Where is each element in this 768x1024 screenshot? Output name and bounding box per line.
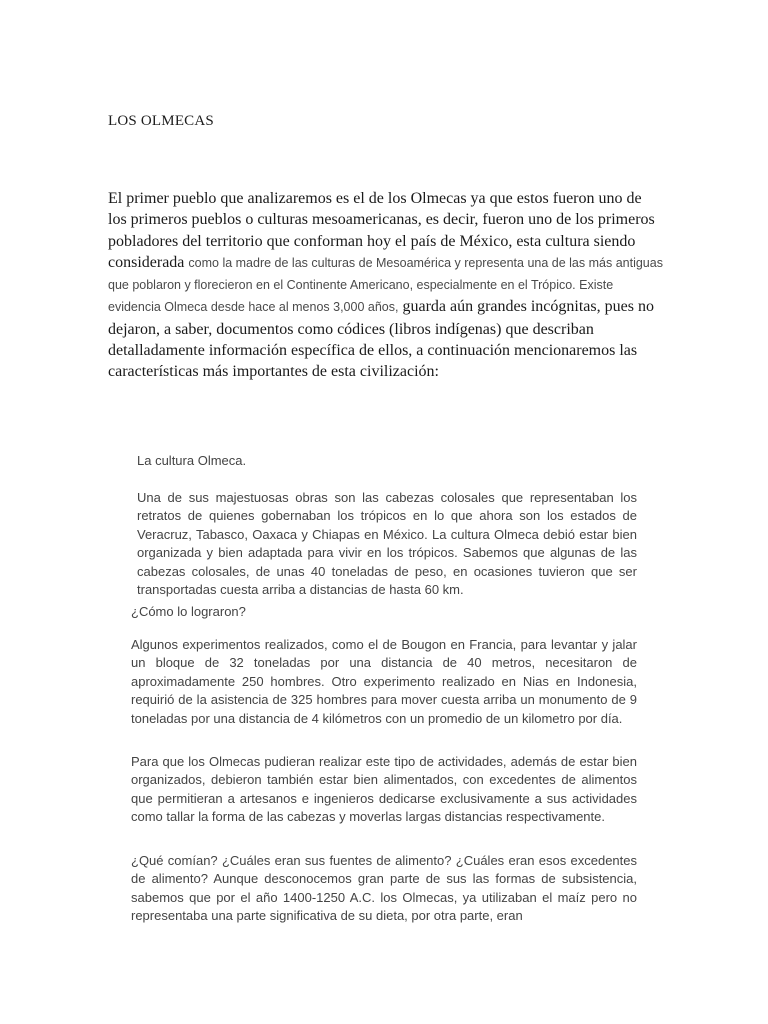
paragraph-alimentos: ¿Qué comían? ¿Cuáles eran sus fuentes de alimento? ¿Cuáles eran esos excedentes de alimento? Aunque desconocemos gran parte de sus las formas de subsistencia, sabemos que por el año 1400-1250 A.C. los Olmecas, ya utilizaban el maíz pero no representaba una parte significativa de su dieta, por otra parte, eran (131, 853, 637, 924)
intro-text-part-1: El primer pueblo que analizaremos es el de los Olmecas ya que estos fueron uno de los primeros pueblos o culturas mesoamericanas, es decir, fueron uno de los primeros pobladores del territorio que conforman hoy el país de México, esta cultura siendo considerada (108, 190, 655, 271)
paragraph-experimentos: Algunos experimentos realizados, como el de Bougon en Francia, para levantar y jalar un bloque de 32 toneladas por una distancia de 40 metros, necesitaron de aproximadamente 250 hombres. Otro experimento realizado en Nias en Indonesia, requirió de la asistencia de 325 hombres para mover cuesta arriba un monumento de 9 toneladas por una distancia de 4 kilómetros con un promedio de un kilometro por día. (131, 637, 637, 726)
intro-text-part-3: guarda aún grandes incógnitas, pues no dejaron, a saber, documentos como códices (libros indígenas) que describan detalladamente información específica de ellos, a continuación mencionaremos las características más importantes de esta civilización: (108, 298, 654, 381)
paragraph-organizacion: Para que los Olmecas pudieran realizar este tipo de actividades, además de estar bien organizados, debieron también estar bien alimentados, con excedentes de alimentos que permitieran a artesanos e ingenieros dedicarse exclusivamente a sus actividades como tallar la forma de las cabezas y moverlas largas distancias respectivamente. (131, 754, 637, 825)
intro-text-part-2: como la madre de las culturas de Mesoamérica y representa una de las más antiguas que poblaron y florecieron en el Continente Americano, especialmente en el Trópico. Existe evidencia Olmeca desde hace al menos 3,000 años, (108, 255, 663, 315)
section-subheading: La cultura Olmeca. (137, 453, 247, 468)
paragraph-cabezas-colosales: Una de sus majestuosas obras son las cabezas colosales que representaban los retratos de quienes gobernaban los trópicos en lo que ahora son los estados de Veracruz, Tabasco, Oaxaca y Chiapas en México. La cultura Olmeca debió estar bien organizada y bien adaptada para vivir en los trópicos. Sabemos que algunas de las cabezas colosales, de unas 40 toneladas de peso, en ocasiones tuvieron que ser transportadas cuesta arriba a distancias de hasta 60 km. (137, 490, 637, 598)
page-title: LOS OLMECAS (108, 113, 214, 129)
intro-paragraph (108, 188, 663, 383)
question-como-lo-lograron: ¿Cómo lo lograron? (131, 604, 246, 619)
